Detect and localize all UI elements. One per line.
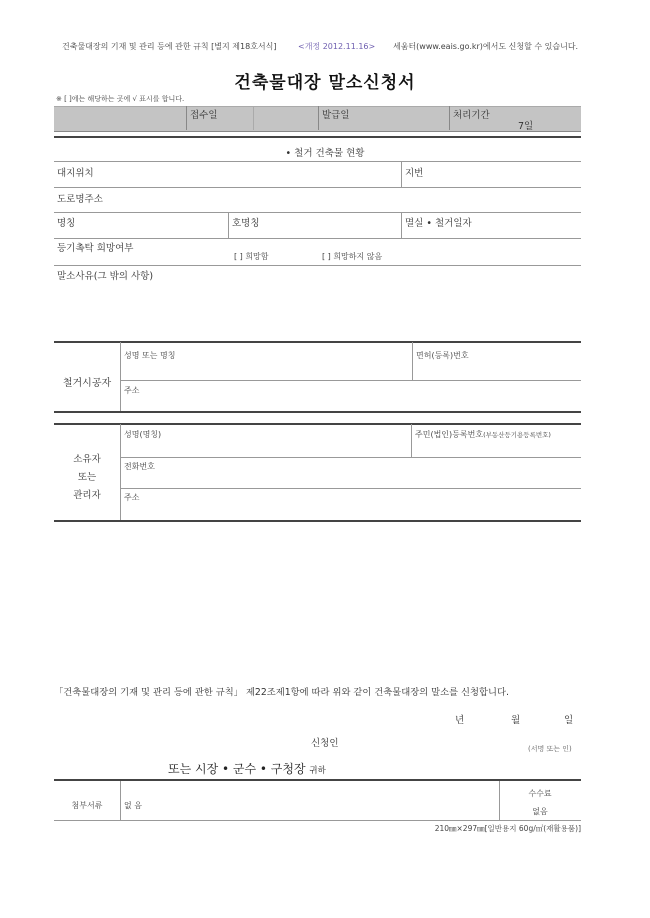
reg-number-sublabel: (부동산등기용등록번호)	[483, 431, 551, 439]
divider	[120, 424, 121, 521]
instruction-text: ※ [ ]에는 해당하는 곳에 √ 표시를 합니다.	[56, 95, 185, 103]
divider	[54, 779, 581, 781]
fee-value: 없음	[532, 807, 548, 816]
divider	[401, 161, 402, 187]
divider	[120, 488, 581, 489]
owner-label-3: 관리자	[73, 490, 101, 501]
divider	[54, 411, 581, 413]
signature-note[interactable]: (서명 또는 인)	[528, 745, 572, 753]
contractor-name-field[interactable]: 성명 또는 명칭	[124, 351, 176, 360]
divider	[120, 781, 121, 820]
contractor-address-field[interactable]: 주소	[124, 386, 140, 395]
processing-period-value: 7일	[518, 121, 534, 132]
divider	[54, 161, 581, 162]
divider	[253, 106, 254, 130]
owner-label-1: 소유자	[73, 454, 101, 465]
destruction-date-field[interactable]: 멸실 • 철거일자	[405, 218, 472, 229]
paper-spec: 210㎜×297㎜[일반용지 60g/㎡(재활용품)]	[434, 824, 581, 833]
reg-number-field[interactable]	[415, 429, 551, 440]
revision-text: <개정 2012.11.16>	[298, 42, 376, 51]
issue-date-label: 발급일	[322, 110, 350, 121]
divider	[54, 265, 581, 266]
owner-phone-field[interactable]: 전화번호	[124, 462, 155, 471]
contractor-label: 철거시공자	[62, 378, 112, 389]
date-day[interactable]: 일	[564, 715, 574, 726]
form-title: 건축물대장 말소신청서	[234, 73, 416, 93]
processing-period-label: 처리기간	[453, 110, 490, 121]
divider	[449, 106, 450, 130]
reason-field[interactable]: 말소사유(그 밖의 사항)	[57, 271, 154, 282]
unit-name-field[interactable]: 호명칭	[232, 218, 260, 229]
divider	[411, 424, 412, 457]
divider	[228, 212, 229, 238]
owner-address-field[interactable]: 주소	[124, 493, 140, 502]
divider	[54, 820, 581, 821]
receipt-date-label: 접수일	[190, 110, 218, 121]
recipient-text: 또는 시장 • 군수 • 구청장	[168, 762, 306, 776]
section-heading-demolished: • 철거 건축물 현황	[285, 148, 365, 159]
owner-name-field[interactable]: 성명(명칭)	[124, 430, 162, 439]
divider	[186, 106, 187, 130]
license-number-field[interactable]: 면허(등록)번호	[416, 351, 469, 360]
option-no-checkbox[interactable]: [ ] 희망하지 않음	[322, 252, 383, 261]
divider	[54, 136, 581, 138]
attachments-label: 첨부서류	[71, 801, 103, 810]
divider	[54, 520, 581, 522]
road-address-field[interactable]: 도로명주소	[57, 194, 103, 205]
divider	[54, 187, 581, 188]
declaration-text: 「건축물대장의 기재 및 관리 등에 관한 규칙」 제22조제1항에 따라 위와 같이 건축물대장의 말소를 신청합니다.	[54, 687, 509, 698]
fee-label: 수수료	[528, 789, 552, 798]
lot-number-field[interactable]: 지번	[405, 168, 424, 179]
divider	[54, 212, 581, 213]
attachments-value: 없 음	[124, 801, 142, 810]
divider	[412, 342, 413, 380]
divider	[54, 341, 581, 343]
reg-number-label: 주민(법인)등록번호	[415, 430, 484, 439]
applicant-label: 신청인	[311, 738, 339, 749]
option-yes-checkbox[interactable]: [ ] 희망함	[234, 252, 269, 261]
date-month[interactable]: 월	[511, 715, 521, 726]
site-location-field[interactable]: 대지위치	[57, 168, 94, 179]
divider	[318, 106, 319, 130]
divider	[54, 423, 581, 425]
divider	[401, 212, 402, 238]
divider	[120, 457, 581, 458]
divider	[120, 380, 581, 381]
recipient-suffix: 귀하	[309, 766, 326, 776]
regulation-text: 건축물대장의 기재 및 관리 등에 관한 규칙 [별지 제18호서식]	[62, 42, 277, 51]
divider	[54, 238, 581, 239]
date-year[interactable]: 년	[455, 715, 465, 726]
registry-request-label: 등기촉탁 희망여부	[57, 243, 134, 254]
divider	[120, 342, 121, 412]
building-name-field[interactable]: 명칭	[57, 218, 76, 229]
online-note: 세움터(www.eais.go.kr)에서도 신청할 수 있습니다.	[393, 42, 579, 51]
owner-label-2: 또는	[77, 472, 97, 483]
recipient	[168, 760, 326, 777]
